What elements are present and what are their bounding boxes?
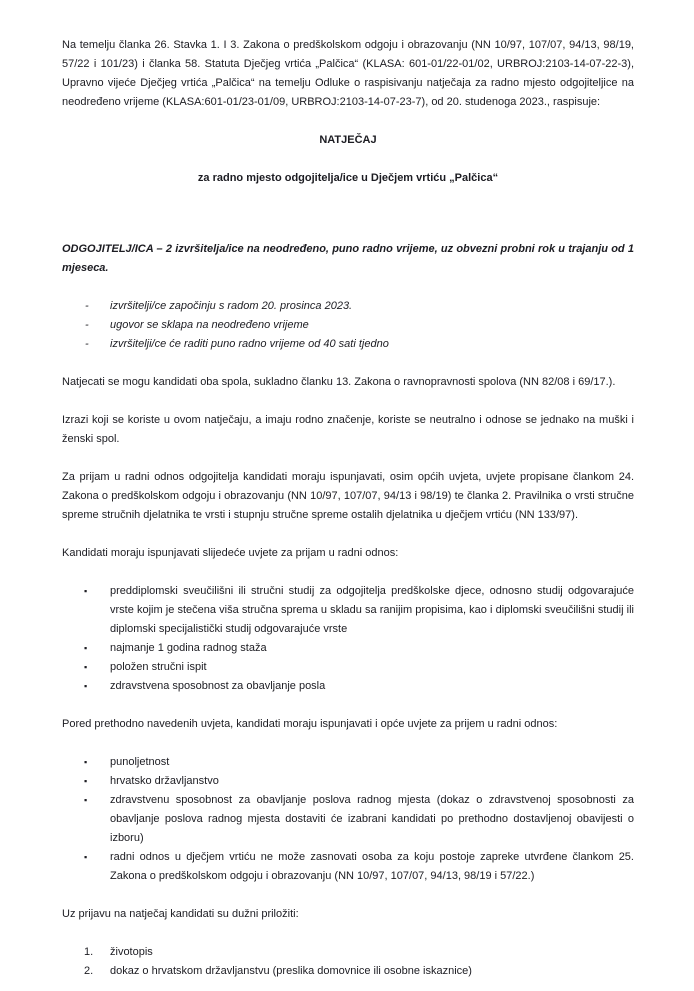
position-statement: ODGOJITELJ/ICA – 2 izvršitelja/ice na neodređeno, puno radno vrijeme, uz obvezni probni rok u trajanju od 1 mjeseca. (62, 243, 634, 274)
gender-paragraph: Izrazi koji se koriste u ovom natječaju, a imaju rodno značenje, koriste se neutralno i odnose se jednako na muški i ženski spol. (62, 414, 634, 445)
list-item: - ugovor se sklapa na neodređeno vrijeme (110, 316, 634, 335)
document-subtitle: za radno mjesto odgojitelja/ice u Dječjem vrtiću „Palčica“ (197, 172, 499, 184)
requirements-heading: Kandidati moraju ispunjavati slijedeće uvjete za prijam u radni odnos: (62, 547, 399, 559)
intro-paragraph: Na temelju članka 26. Stavka 1. I 3. Zakona o predškolskom odgoju i obrazovanju (NN 10/97, 107/07, 94/13, 98/19, 57/22 i 101/23) i članka 58. Statuta Dječjeg vrtića „Palčica“ (KLASA: 601-01/22-01/02, URBROJ:2103-14-07-22-3), Upravno vijeće Dječjeg vrtića „Palčica“ na temelju Odluke o raspisivanju natječaja za radno mjesto odgojiteljice na neodređeno vrijeme (KLASA:601-01/23-01/09, URBROJ:2103-14-07-23-7), od 20. studenoga 2023., raspisuje: (62, 39, 634, 108)
list-item: ▪ zdravstvenu sposobnost za obavljanje poslova radnog mjesta (dokaz o zdravstvenoj sposobnosti za obavljanje poslova radnog mjesta dostaviti će izabrani kandidati po prethodno dostavljenoj obavijesti o izboru) (110, 791, 634, 848)
conditions-paragraph: Za prijam u radni odnos odgojitelja kandidati moraju ispunjavati, osim općih uvjeta, uvjete propisane člankom 24. Zakona o predškolskom odgoju i obrazovanju (NN 10/97, 107/07, 94/13 i 98/19) te članka 2. Pravilnika o vrsti stručne spreme stručnih djelatnika te vrsti i stupnju stručne spreme ostalih djelatnika u dječjem vrtiću (NN 133/97). (62, 471, 634, 521)
attachments-heading: Uz prijavu na natječaj kandidati su dužni priložiti: (62, 908, 299, 920)
list-item: ▪ hrvatsko državljanstvo (110, 772, 634, 791)
list-item: životopis (110, 946, 153, 958)
list-item: ▪ punoljetnost (110, 753, 634, 772)
list-item: ▪ položen stručni ispit (110, 658, 634, 677)
list-item: ▪ preddiplomski sveučilišni ili stručni studij za odgojitelja predškolske djece, odnosno studij odgovarajuće vrste kojim je stečena viša stručna sprema u skladu sa ranijim propisima, kao i diplomski sveučilišni studij ili diplomski specijalistički studij odgovarajuće vrste (110, 582, 634, 639)
position-details-list (62, 297, 634, 354)
list-item: - izvršitelji/ce će raditi puno radno vrijeme od 40 sati tjedno (110, 335, 634, 354)
list-item: ▪ najmanje 1 godina radnog staža (110, 639, 634, 658)
document-title: NATJEČAJ (319, 134, 377, 146)
equality-paragraph: Natjecati se mogu kandidati oba spola, sukladno članku 13. Zakona o ravnopravnosti spolova (NN 82/08 i 69/17.). (62, 376, 616, 388)
list-item: ▪ radni odnos u dječjem vrtiću ne može zasnovati osoba za koju postoje zapreke utvrđene člankom 25. Zakona o predškolskom odgoju i obrazovanju (NN 10/97, 107/07, 94/13, 98/19 i 57/22.) (110, 848, 634, 886)
list-item: dokaz o hrvatskom državljanstvu (preslika domovnice ili osobne iskaznice) (110, 965, 472, 977)
list-item: - izvršitelji/ce započinju s radom 20. prosinca 2023. (110, 297, 634, 316)
list-item: ▪ zdravstvena sposobnost za obavljanje posla (110, 677, 634, 696)
requirements-list (62, 582, 634, 696)
attachments-list (62, 943, 634, 981)
general-requirements-heading: Pored prethodno navedenih uvjeta, kandidati moraju ispunjavati i opće uvjete za prijem u radni odnos: (62, 718, 558, 730)
general-requirements-list (62, 753, 634, 886)
